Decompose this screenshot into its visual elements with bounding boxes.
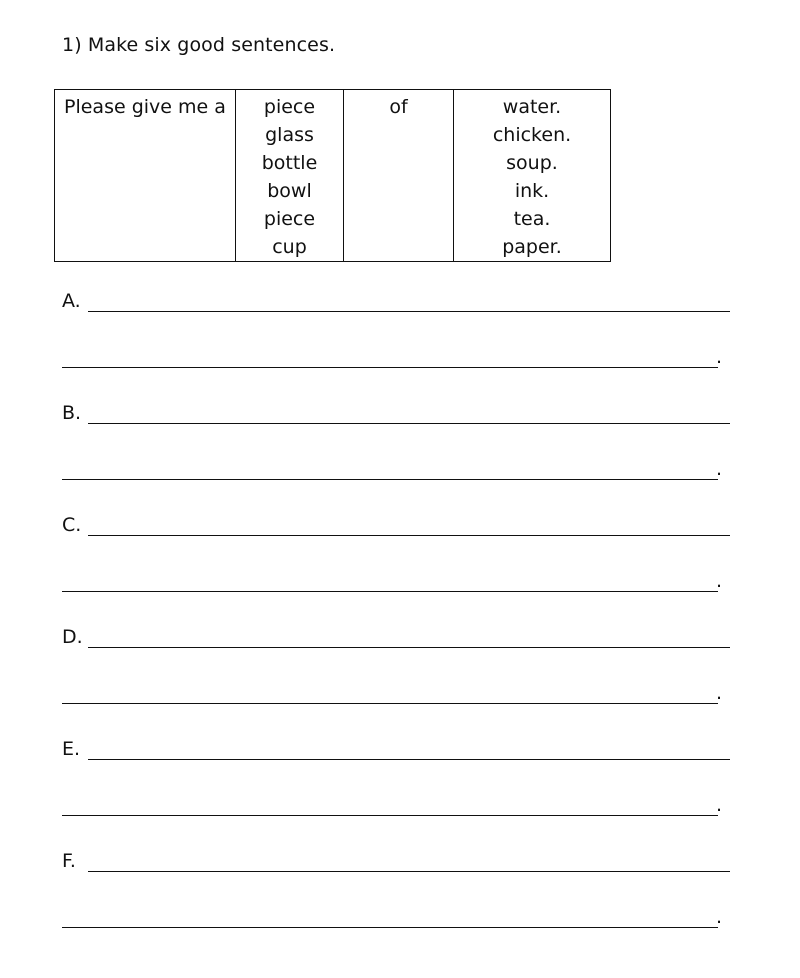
starter-text: Please give me a: [64, 96, 226, 118]
answer-letter: F.: [62, 850, 76, 872]
answer-line[interactable]: [62, 815, 718, 816]
answer-line[interactable]: [88, 759, 730, 760]
answer-line[interactable]: [88, 871, 730, 872]
answer-line[interactable]: [62, 367, 718, 368]
container-word: cup: [272, 236, 307, 258]
answer-line[interactable]: [62, 703, 718, 704]
noun-word: chicken.: [492, 124, 572, 146]
noun-word: tea.: [513, 208, 551, 230]
answer-letter: B.: [62, 402, 82, 424]
line-end-period: .: [716, 458, 723, 480]
container-word: bottle: [261, 152, 318, 174]
table-cell-containers: [236, 90, 344, 262]
answer-block-b: [0, 402, 800, 492]
answer-letter: E.: [62, 738, 81, 760]
answer-block-f: [0, 850, 800, 940]
line-end-period: .: [716, 570, 723, 592]
table-cell-of: [344, 90, 454, 262]
answer-line[interactable]: [62, 927, 718, 928]
answer-letter: A.: [62, 290, 81, 312]
answer-line[interactable]: [88, 647, 730, 648]
noun-word: ink.: [514, 180, 550, 202]
answer-line[interactable]: [88, 535, 730, 536]
noun-word: paper.: [502, 236, 562, 258]
answer-block-a: [0, 290, 800, 380]
sentence-table: [54, 89, 611, 262]
line-end-period: .: [716, 682, 723, 704]
answer-line[interactable]: [62, 479, 718, 480]
container-word: glass: [265, 124, 314, 146]
table-cell-nouns: [454, 90, 611, 262]
answer-letter: C.: [62, 514, 82, 536]
table-row: [55, 90, 611, 262]
answer-block-c: [0, 514, 800, 604]
answer-line[interactable]: [62, 591, 718, 592]
of-text: of: [389, 96, 408, 118]
noun-word: water.: [502, 96, 562, 118]
answer-block-e: [0, 738, 800, 828]
line-end-period: .: [716, 794, 723, 816]
container-word: piece: [263, 96, 316, 118]
answer-letter: D.: [62, 626, 83, 648]
line-end-period: .: [716, 906, 723, 928]
answer-block-d: [0, 626, 800, 716]
table-cell-starter: [55, 90, 236, 262]
answer-line[interactable]: [88, 311, 730, 312]
container-word: piece: [263, 208, 316, 230]
worksheet-title: 1) Make six good sentences.: [62, 34, 336, 56]
line-end-period: .: [716, 346, 723, 368]
container-word: bowl: [267, 180, 312, 202]
noun-word: soup.: [506, 152, 558, 174]
answer-line[interactable]: [88, 423, 730, 424]
